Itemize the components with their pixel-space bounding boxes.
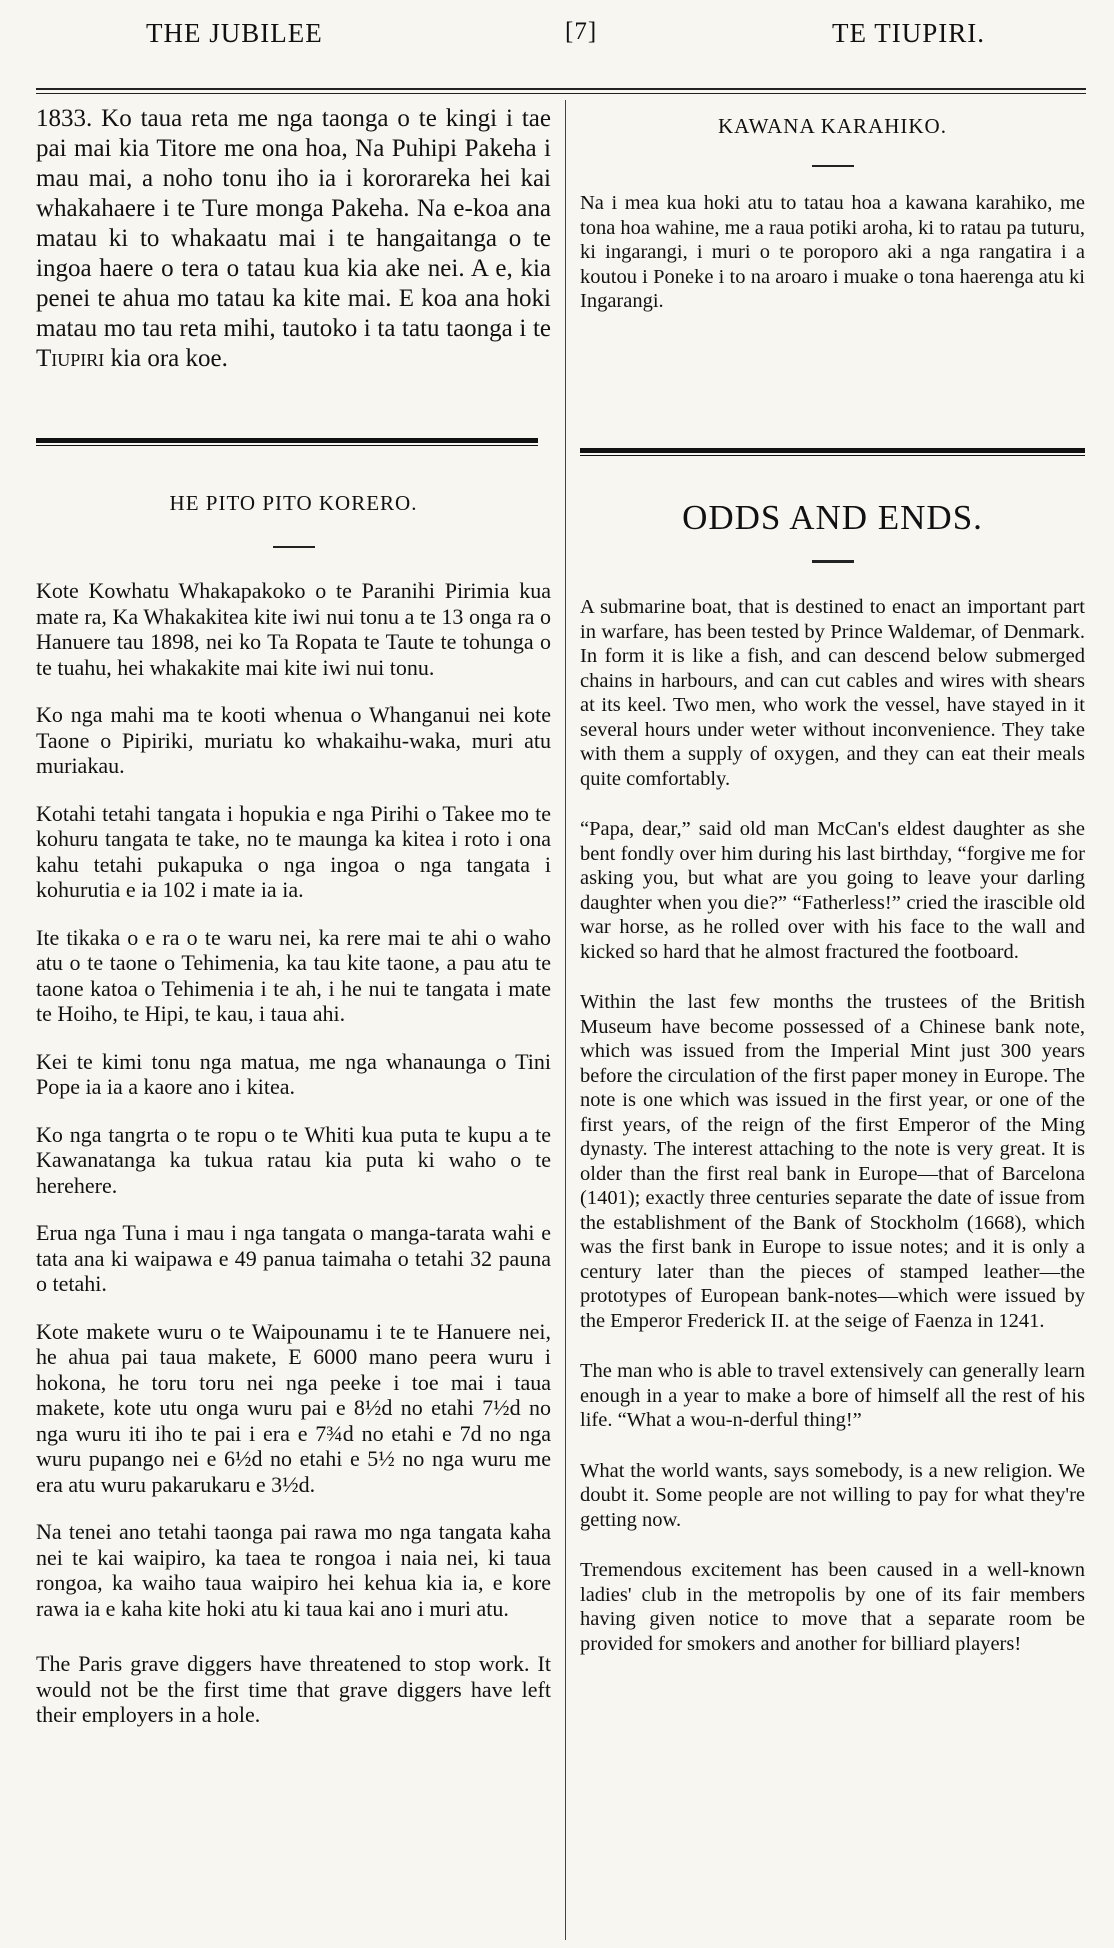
news-item: Ite tikaka o e ra o te waru nei, ka rere mai te ahi o waho atu o te taone o Tehimenia, ka tau kite taone, a pau atu te taone katoa o Tehimenia i te ah, i he nui te tangata i mate te Hoiho, te Hipi, te kau, i taua ahi. bbox=[36, 924, 551, 1026]
odds-item: Tremendous excitement has been caused in a well-known ladies' club in the metropolis by one of its fair members having given notice to move that a separate room be provided for smokers and another for billiard players! bbox=[580, 1559, 1085, 1655]
running-head-english: THE JUBILEE bbox=[146, 18, 323, 48]
header-rule bbox=[36, 88, 1086, 94]
news-item-english: The Paris grave diggers have threatened to stop work. It would not be the first time that grave diggers have left their employers in a hole. bbox=[36, 1651, 551, 1727]
news-item: Kote Kowhatu Whakapakoko o te Paranihi Pirimia kua mate ra, Ka Whakakitea kite iwi nui tonu a te 13 onga ra o Hanuere tau 1898, nei ko Ta Ropata te Taute te tohunga o te tuahu, hei whakakite mai kite iwi nui tonu. bbox=[36, 578, 551, 680]
odds-item: The man who is able to travel extensively can generally learn enough in a year to make a bore of himself all the rest of his life. “What a wou-n-derful thing!” bbox=[580, 1360, 1085, 1431]
tiupiri-name: Tiupiri bbox=[36, 345, 105, 372]
title-dash bbox=[273, 546, 315, 548]
running-head-maori: TE TIUPIRI. bbox=[832, 18, 985, 48]
odds-item: A submarine boat, that is destined to enact an important part in warfare, has been tested by Prince Waldemar, of Denmark. In form it is like a fish, and can descend below submerged chains in harbours, and can cut cables and wires with shears at its keel. Two men, who work the vessel, have stayed in it several hours under weter without inconvenience. They take with them a supply of oxygen, and they can eat their meals quite comfortably. bbox=[580, 596, 1085, 790]
news-item: Kote makete wuru o te Waipounamu i te te Hanuere nei, he ahua pai taua makete, E 6000 mano peera wuru i hokona, he toru toru nei nga peeke i toe mai i taua makete, kote utu onga wuru pai e 8½d no etahi 7½d no nga wuru iti iho te pai i era e 7¾d no etahi e 7d no nga wuru pupango nei e 6½d no etahi e 5½ no nga wuru me era atu wuru pakarukaru e 3½d. bbox=[36, 1318, 551, 1497]
page-number: [7] bbox=[565, 18, 598, 45]
news-item: Kei te kimi tonu nga matua, me nga whanaunga o Tini Pope ia ia a kaore ano i kitea. bbox=[36, 1048, 551, 1099]
news-item: Ko nga mahi ma te kooti whenua o Whanganui nei kote Taone o Pipiriki, muriatu ko whakaihu-waka, muri atu muriakau. bbox=[36, 702, 551, 778]
news-item: Kotahi tetahi tangata i hopukia e nga Pirihi o Takee mo te kohuru tangata te take, no te maunga ka kitea i roto i ona kahu tetahi pukapuka o nga ingoa o nga tangata i kohurutia e ia 102 i mate ia ia. bbox=[36, 800, 551, 902]
left-column bbox=[36, 104, 551, 396]
left-news-column bbox=[36, 491, 551, 1750]
column-divider bbox=[565, 100, 566, 1940]
odds-item: “Papa, dear,” said old man McCan's eldest daughter as she bent fondly over him during his last birthday, “forgive me for asking you, but what are you going to leave your darling daughter when you die?” “Fatherless!” cried the irascible old war horse, as he rolled over with his face to the wall and kicked so hard that he almost fractured the footboard. bbox=[580, 818, 1085, 963]
section-title-odds-and-ends: ODDS AND ENDS. bbox=[682, 498, 983, 537]
news-item: Ko nga tangrta o te ropu o te Whiti kua puta te kupu a te Kawanatanga ka tukua ratau kia puta ki waho o te herehere. bbox=[36, 1121, 551, 1198]
letter-paragraph: 1833. Ko taua reta me nga taonga o te kingi i tae pai mai kia Titore me ona hoa, Na Puhipi Pakeha i mau mai, a noho tonu iho ia i kororareka hei kai whakahaere i te Ture monga Pakeha. Na e-koa ana matau ki to whakaatu mai i te hangaitanga o te ingoa haere o tera o tatau kua kia ake nei. A e, kia penei te ahua mo tatau ka kite mai. E koa ana hoki matau mo tau reta mihi, tautoko i ta tatu taonga i te Tiupiri kia ora koe. bbox=[36, 105, 551, 372]
news-item: Erua nga Tuna i mau i nga tangata o manga-tarata wahi e tata ana ki waipawa e 49 panua taimaha o tetahi 32 pauna o tetahi. bbox=[36, 1220, 551, 1296]
odds-item: What the world wants, says somebody, is a new religion. We doubt it. Some people are not willing to pay for what they're getting now. bbox=[580, 1459, 1085, 1531]
section-title-kawana: KAWANA KARAHIKO. bbox=[718, 114, 947, 138]
section-rule-left bbox=[36, 438, 538, 446]
title-dash bbox=[812, 165, 854, 167]
right-column bbox=[580, 114, 1085, 336]
odds-item: Within the last few months the trustees of the British Museum have become possessed of a Chinese bank note, which was issued from the Imperial Mint just 300 years before the circulation of the first paper money in Europe. The note is one which was issued in the first year, or one of the first years, of the reign of the first Emperor of the Ming dynasty. The interest attaching to the note is very great. It is older than the first real bank in Europe—that of Barcelona (1401); exactly three centuries separate the date of issue from the establishment of the Bank of Stockholm (1668), which was the first bank in Europe to issue notes; and it is only a century later than the pieces of stamped leather—the prototypes of European bank-notes—which were issued by the Emperor Frederick II. at the seige of Faenza in 1241. bbox=[580, 991, 1085, 1332]
kawana-paragraph: Na i mea kua hoki atu to tatau hoa a kawana karahiko, me tona hoa wahine, me a raua potiki aroha, ki to ratau pa tuturu, ki ingarangi, i muri o te poroporo aki a nga rangatira i a koutou i Poneke i to na aroaro i muake o tona haerenga atu ki Ingarangi. bbox=[580, 192, 1085, 312]
section-rule-right bbox=[580, 448, 1085, 456]
right-odds-column bbox=[580, 498, 1085, 1678]
title-dash bbox=[812, 560, 854, 563]
section-title-pito-pito: HE PITO PITO KORERO. bbox=[169, 491, 418, 515]
news-item: Na tenei ano tetahi taonga pai rawa mo nga tangata kaha nei te kai waipiro, ka taea te rongoa i naia nei, ki taua rongoa, ka waiho taua waipiro hei kehua kia ia, e kore rawa ia e kaha kite hoki atu ki taua kai ano i muri atu. bbox=[36, 1519, 551, 1621]
